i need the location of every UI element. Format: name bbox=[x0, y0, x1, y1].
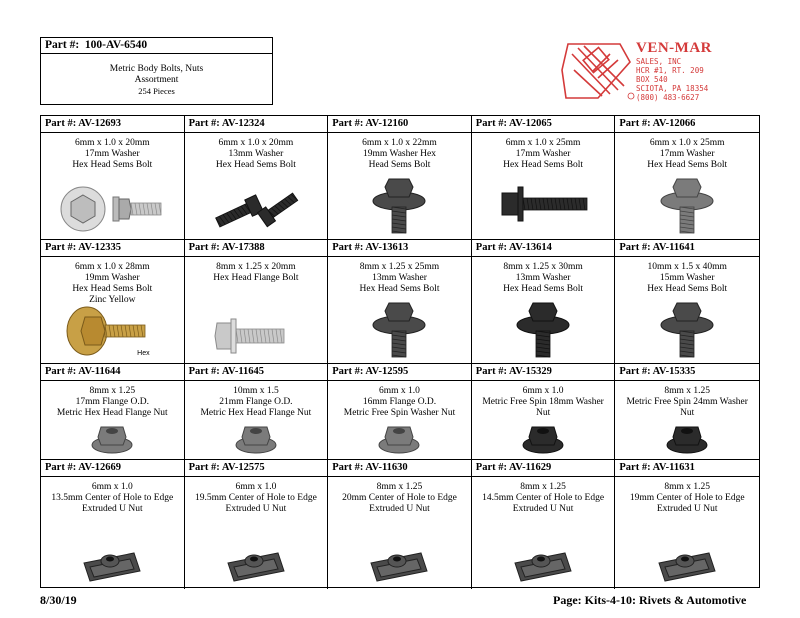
company-name: VEN-MAR bbox=[636, 40, 712, 56]
flange-nut-image bbox=[328, 419, 471, 455]
part-description-line: 8mm x 1.25 bbox=[89, 386, 136, 396]
part-number: Part #: AV-15329 bbox=[472, 364, 615, 381]
part-description-line: 6mm x 1.0 x 22mm bbox=[362, 138, 437, 148]
part-cell bbox=[41, 240, 185, 364]
part-description-line: 6mm x 1.0 bbox=[91, 482, 133, 492]
part-description bbox=[615, 133, 759, 171]
part-number: Part #: AV-12595 bbox=[328, 364, 471, 381]
part-description-line: Hex Head Sems Bolt bbox=[503, 160, 584, 170]
u-nut-image bbox=[615, 545, 759, 585]
part-cell bbox=[328, 364, 472, 460]
part-number: Part #: AV-12335 bbox=[41, 240, 184, 257]
washer-bolt-upright-image bbox=[328, 297, 471, 359]
part-description-line: Nut bbox=[680, 408, 695, 418]
u-nut-image bbox=[472, 545, 615, 585]
flange-bolt-side-image bbox=[185, 313, 328, 359]
part-description-line: Zinc Yellow bbox=[89, 295, 136, 305]
footer-date: 8/30/19 bbox=[40, 593, 77, 607]
image-caption: Hex bbox=[137, 350, 150, 357]
kit-description bbox=[41, 54, 272, 97]
part-cell bbox=[185, 116, 329, 240]
part-cell bbox=[185, 460, 329, 589]
flange-nut-image bbox=[41, 419, 184, 455]
part-cell bbox=[472, 460, 616, 589]
part-description bbox=[472, 257, 615, 295]
part-description-line: 13mm Washer bbox=[515, 273, 571, 283]
part-cell bbox=[472, 116, 616, 240]
part-description-line: Extruded U Nut bbox=[81, 504, 143, 514]
part-description-line: 6mm x 1.0 x 20mm bbox=[74, 138, 150, 148]
part-description-line: Head Sems Bolt bbox=[368, 160, 431, 170]
part-description-line: 15mm Washer bbox=[659, 273, 715, 283]
part-number: Part #: AV-12693 bbox=[41, 116, 184, 133]
part-number: Part #: AV-12575 bbox=[185, 460, 328, 477]
part-description-line: Extruded U Nut bbox=[225, 504, 287, 514]
part-description-line: 6mm x 1.0 x 20mm bbox=[218, 138, 294, 148]
part-description-line: 13mm Washer bbox=[228, 149, 284, 159]
part-description-line: 6mm x 1.0 bbox=[379, 386, 420, 396]
part-description-line: 19.5mm Center of Hole to Edge bbox=[194, 493, 317, 503]
part-description-line: 6mm x 1.0 bbox=[522, 386, 564, 396]
part-description bbox=[615, 381, 759, 419]
washer-bolt-upright-image bbox=[615, 173, 759, 235]
part-description-line: Metric Free Spin Washer Nut bbox=[343, 408, 456, 418]
part-cell bbox=[615, 240, 759, 364]
part-description-line: 8mm x 1.25 x 30mm bbox=[503, 262, 583, 272]
part-description-line: Metric Hex Head Flange Nut bbox=[56, 408, 168, 418]
washer-bolt-upright-image bbox=[615, 297, 759, 359]
part-description bbox=[41, 133, 184, 171]
company-logo bbox=[560, 40, 760, 102]
part-description-line: Hex Head Flange Bolt bbox=[213, 273, 299, 283]
company-line-1: SALES, INC bbox=[636, 57, 682, 66]
part-description bbox=[185, 257, 328, 284]
part-description-line: 6mm x 1.0 x 28mm bbox=[74, 262, 150, 272]
part-description bbox=[185, 477, 328, 515]
part-cell bbox=[328, 460, 472, 589]
hex-sems-bolt-pair-image bbox=[41, 183, 184, 235]
part-description-line: 8mm x 1.25 bbox=[664, 386, 711, 396]
part-description bbox=[41, 381, 184, 419]
part-number: Part #: AV-11629 bbox=[472, 460, 615, 477]
zinc-yellow-bolt-image bbox=[41, 303, 184, 359]
company-line-3: BOX 540 bbox=[636, 75, 668, 84]
part-description-line: 8mm x 1.25 x 25mm bbox=[359, 262, 440, 272]
washer-bolt-side-image bbox=[472, 185, 615, 235]
part-number: Part #: AV-12160 bbox=[328, 116, 471, 133]
part-description bbox=[328, 257, 471, 295]
part-description bbox=[328, 381, 471, 419]
part-cell bbox=[472, 240, 616, 364]
part-description bbox=[472, 133, 615, 171]
part-description-line: 20mm Center of Hole to Edge bbox=[342, 493, 457, 503]
u-nut-image bbox=[185, 545, 328, 585]
part-description-line: 19mm Washer Hex bbox=[363, 149, 436, 159]
u-nut-image bbox=[328, 545, 471, 585]
part-description-line: Nut bbox=[535, 408, 551, 418]
part-description-line: 8mm x 1.25 bbox=[376, 482, 423, 492]
part-description-line: Extruded U Nut bbox=[656, 504, 718, 514]
part-description-line: 17mm Washer bbox=[659, 149, 715, 159]
part-description-line: 19mm Center of Hole to Edge bbox=[629, 493, 745, 503]
part-description bbox=[615, 477, 759, 515]
kit-part-label: Part #: bbox=[45, 39, 80, 51]
part-number: Part #: AV-11641 bbox=[615, 240, 759, 257]
part-description-line: 8mm x 1.25 bbox=[520, 482, 566, 492]
kit-title: Metric Body Bolts, Nuts bbox=[109, 64, 204, 74]
kit-header-box bbox=[40, 37, 273, 105]
part-number: Part #: AV-13614 bbox=[472, 240, 615, 257]
part-description-line: 17mm Flange O.D. bbox=[75, 397, 149, 407]
u-nut-image bbox=[41, 545, 184, 585]
part-cell bbox=[185, 240, 329, 364]
kit-subtitle: Assortment bbox=[134, 75, 179, 85]
part-description bbox=[41, 477, 184, 515]
part-number: Part #: AV-11644 bbox=[41, 364, 184, 381]
bolt-logo-icon bbox=[560, 40, 636, 102]
part-description-line: Metric Hex Head Flange Nut bbox=[200, 408, 312, 418]
flange-nut-image bbox=[615, 419, 759, 455]
black-bolts-pair-image bbox=[185, 183, 328, 235]
flange-nut-image bbox=[472, 419, 615, 455]
part-description bbox=[41, 257, 184, 306]
part-number: Part #: AV-13613 bbox=[328, 240, 471, 257]
part-description-line: 19mm Washer bbox=[84, 273, 140, 283]
part-description-line: 14.5mm Center of Hole to Edge bbox=[482, 493, 605, 503]
footer-page: Page: Kits-4-10: Rivets & Automotive bbox=[553, 593, 747, 607]
part-description bbox=[472, 381, 615, 419]
part-description-line: 17mm Washer bbox=[84, 149, 140, 159]
part-number: Part #: AV-11631 bbox=[615, 460, 759, 477]
flange-nut-image bbox=[185, 419, 328, 455]
part-description-line: 6mm x 1.0 x 25mm bbox=[505, 138, 581, 148]
kit-count: 254 Pieces bbox=[138, 86, 175, 96]
part-description-line: Hex Head Sems Bolt bbox=[72, 160, 153, 170]
part-cell bbox=[328, 116, 472, 240]
company-line-5: (800) 483-6627 bbox=[636, 93, 700, 102]
part-cell bbox=[615, 116, 759, 240]
parts-grid bbox=[40, 115, 760, 588]
part-description-line: 13mm Washer bbox=[372, 273, 427, 283]
part-description bbox=[185, 381, 328, 419]
part-cell bbox=[615, 460, 759, 589]
company-line-4: SCIOTA, PA 18354 bbox=[636, 84, 709, 93]
washer-bolt-upright-image bbox=[472, 297, 615, 359]
part-description bbox=[328, 133, 471, 171]
part-number: Part #: AV-11630 bbox=[328, 460, 471, 477]
part-cell bbox=[41, 116, 185, 240]
part-description-line: 16mm Flange O.D. bbox=[362, 397, 437, 407]
part-description-line: Hex Head Sems Bolt bbox=[215, 160, 296, 170]
washer-bolt-upright-image bbox=[328, 173, 471, 235]
part-number: Part #: AV-17388 bbox=[185, 240, 328, 257]
part-description-line: 10mm x 1.5 bbox=[233, 386, 279, 396]
part-number: Part #: AV-15335 bbox=[615, 364, 759, 381]
part-description-line: Hex Head Sems Bolt bbox=[72, 284, 153, 294]
part-description-line: Hex Head Sems Bolt bbox=[647, 284, 728, 294]
part-description-line: Metric Free Spin 18mm Washer bbox=[482, 397, 604, 407]
company-line-2: HCR #1, RT. 209 bbox=[636, 66, 704, 75]
part-description bbox=[185, 133, 328, 171]
part-description-line: Extruded U Nut bbox=[369, 504, 430, 514]
part-cell bbox=[41, 460, 185, 589]
part-description-line: 8mm x 1.25 bbox=[664, 482, 711, 492]
part-description-line: 13.5mm Center of Hole to Edge bbox=[51, 493, 174, 503]
part-cell bbox=[615, 364, 759, 460]
part-description-line: Hex Head Sems Bolt bbox=[359, 284, 440, 294]
part-description-line: 17mm Washer bbox=[515, 149, 571, 159]
part-cell bbox=[472, 364, 616, 460]
kit-part-value: 100-AV-6540 bbox=[84, 39, 148, 51]
part-description bbox=[328, 477, 471, 515]
part-number: Part #: AV-11645 bbox=[185, 364, 328, 381]
part-description-line: 8mm x 1.25 x 20mm bbox=[216, 262, 296, 272]
part-description-line: Metric Free Spin 24mm Washer bbox=[626, 397, 748, 407]
part-description bbox=[615, 257, 759, 295]
part-description-line: Hex Head Sems Bolt bbox=[503, 284, 584, 294]
part-cell bbox=[328, 240, 472, 364]
part-cell bbox=[41, 364, 185, 460]
part-cell bbox=[185, 364, 329, 460]
part-number: Part #: AV-12324 bbox=[185, 116, 328, 133]
part-number: Part #: AV-12065 bbox=[472, 116, 615, 133]
kit-part-number bbox=[41, 38, 272, 54]
part-number: Part #: AV-12669 bbox=[41, 460, 184, 477]
part-description-line: 21mm Flange O.D. bbox=[219, 397, 293, 407]
company-info bbox=[636, 40, 712, 102]
part-description-line: Extruded U Nut bbox=[512, 504, 574, 514]
part-description-line: Hex Head Sems Bolt bbox=[647, 160, 728, 170]
part-description-line: 6mm x 1.0 x 25mm bbox=[649, 138, 725, 148]
part-description-line: 6mm x 1.0 bbox=[235, 482, 277, 492]
part-description-line: 10mm x 1.5 x 40mm bbox=[647, 262, 727, 272]
part-description bbox=[472, 477, 615, 515]
part-number: Part #: AV-12066 bbox=[615, 116, 759, 133]
